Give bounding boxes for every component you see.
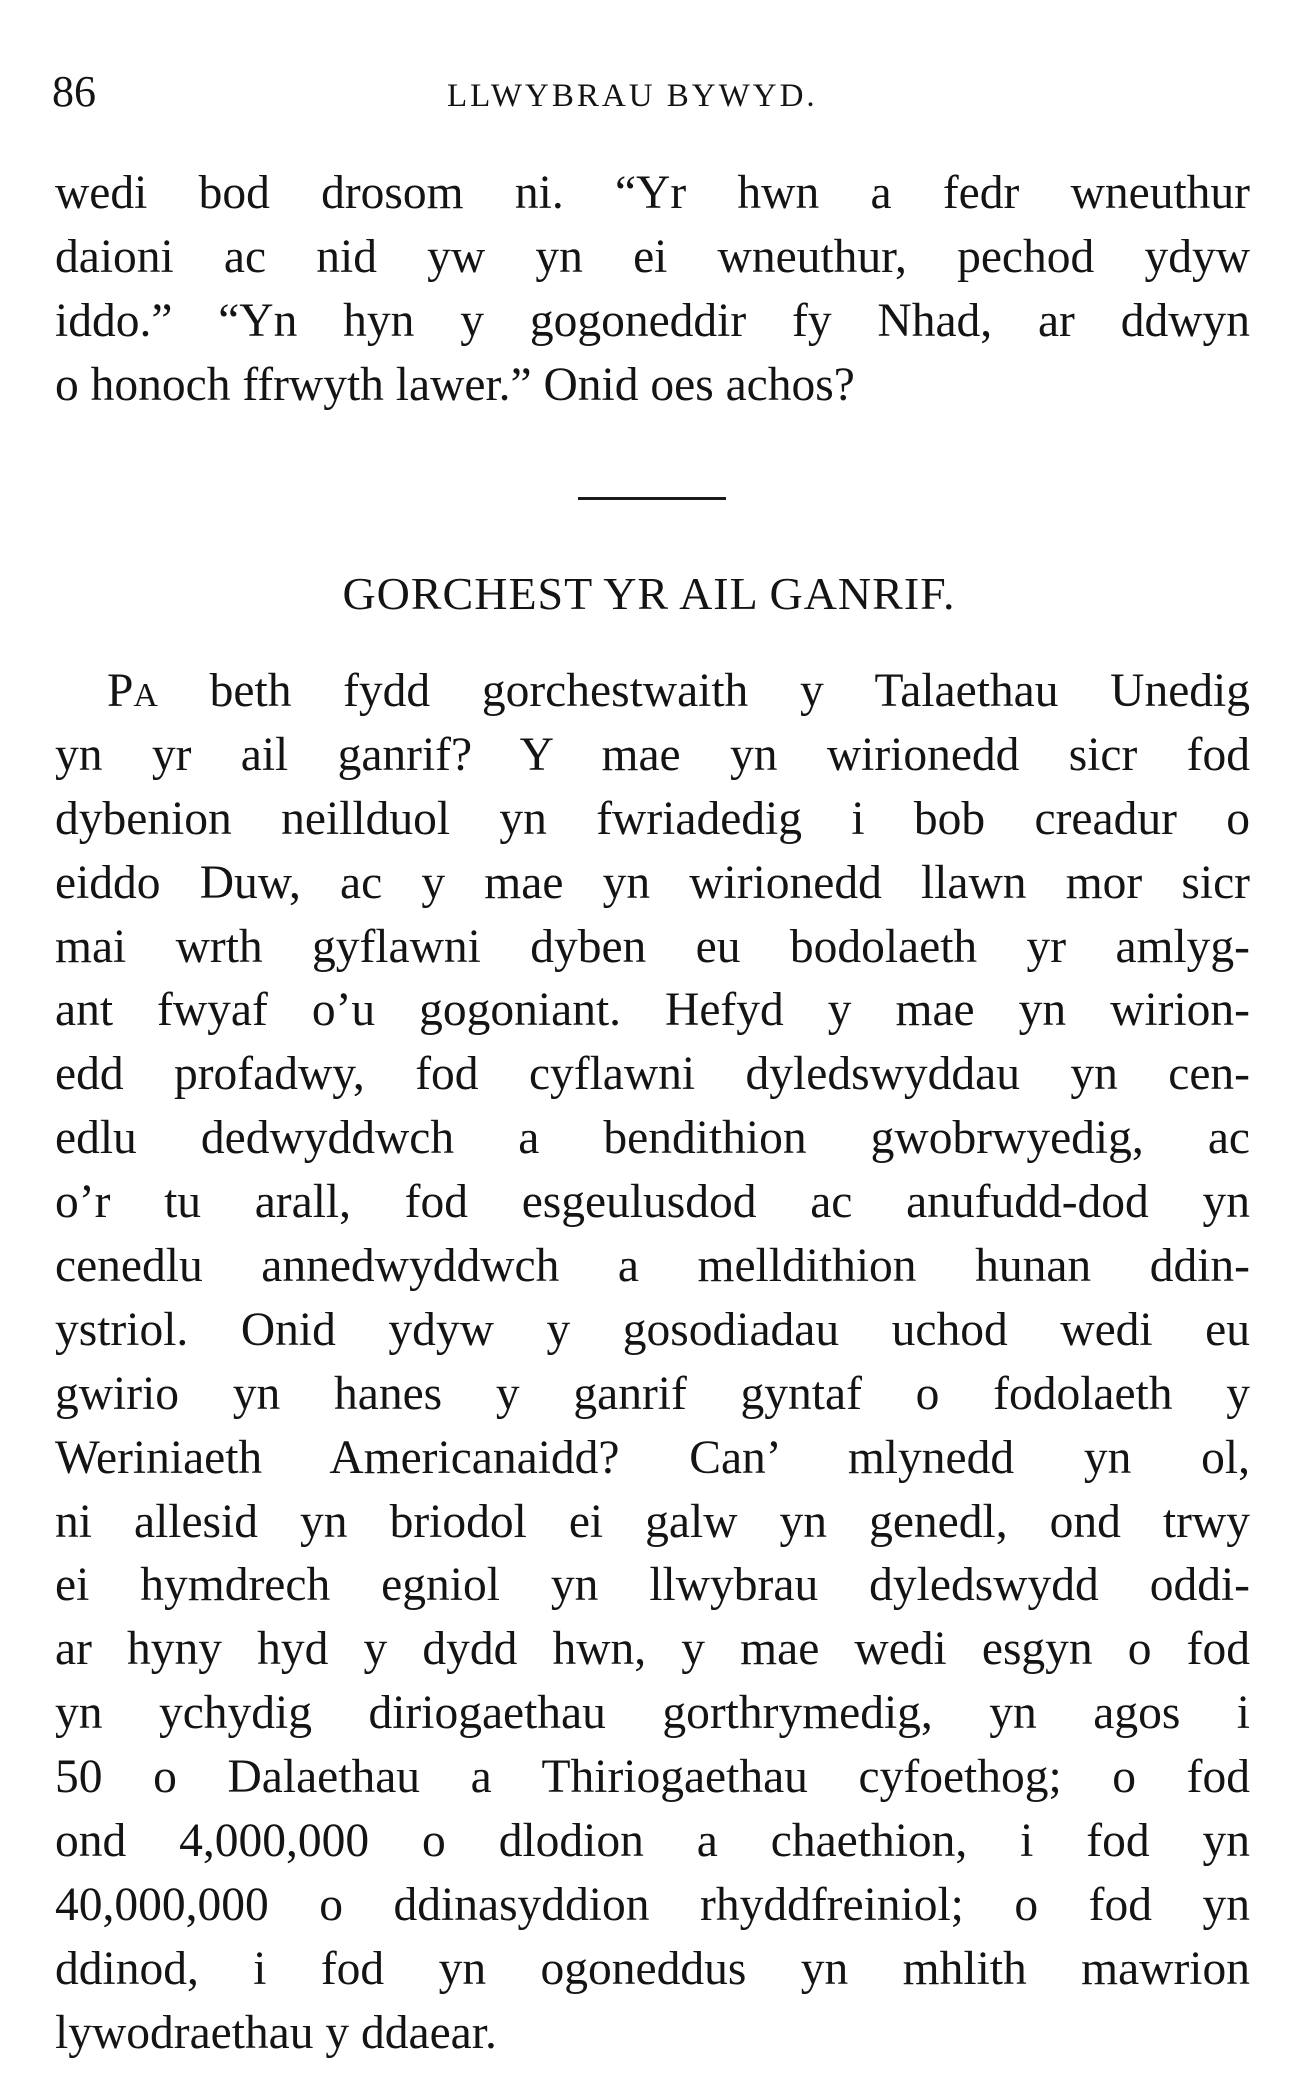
text-line: gwirio yn hanes y ganrif gyntaf o fodolaeth y [55, 1367, 1250, 1420]
text-line: edd profadwy, fod cyflawni dyledswyddau yn cen- [55, 1048, 1250, 1101]
text-line: daioni ac nid yw yn ei wneuthur, pechod ydyw [55, 230, 1250, 283]
text-line: cenedlu annedwyddwch a melldithion hunan ddin- [55, 1240, 1250, 1293]
text-line: o’r tu arall, fod esgeulusdod ac anufudd-dod yn [55, 1176, 1250, 1229]
text-line: 50 o Dalaethau a Thiriogaethau cyfoethog; o fod [55, 1751, 1250, 1804]
initial-smallcap: A [133, 677, 158, 714]
section-paragraph [55, 660, 1250, 2066]
text-line: dybenion neillduol yn fwriadedig i bob creadur o [55, 792, 1250, 845]
text-line: lywodraethau y ddaear. [55, 2006, 497, 2059]
text-line: 40,000,000 o ddinasyddion rhyddfreiniol; o fod yn [55, 1878, 1250, 1931]
text-line: Weriniaeth Americanaidd? Can’ mlynedd yn ol, [55, 1431, 1250, 1484]
running-title: LLWYBRAU BYWYD. [447, 78, 818, 114]
text-line: edlu dedwyddwch a bendithion gwobrwyedig, ac [55, 1112, 1250, 1165]
text-line: o honoch ffrwyth lawer.” Onid oes achos? [55, 358, 855, 411]
text-line: eiddo Duw, ac y mae yn wirionedd llawn mor sicr [55, 856, 1250, 909]
section-divider [578, 497, 726, 500]
text-line: iddo.” “Yn hyn y gogoneddir fy Nhad, ar ddwyn [55, 294, 1250, 347]
text-line: yn yr ail ganrif? Y mae yn wirionedd sicr fod [55, 728, 1250, 781]
text-line: ystriol. Onid ydyw y gosodiadau uchod wedi eu [55, 1303, 1250, 1356]
text-line-first [55, 660, 1250, 724]
text-line: ddinod, i fod yn ogoneddus yn mhlith mawrion [55, 1942, 1250, 1995]
first-line-text: beth fydd gorchestwaith y Talaethau Unedig [157, 665, 1250, 717]
text-line: ni allesid yn briodol ei galw yn genedl, ond trwy [55, 1495, 1250, 1548]
section-heading: GORCHEST YR AIL GANRIF. [342, 568, 956, 619]
text-line: ei hymdrech egniol yn llwybrau dyledswydd oddi- [55, 1559, 1250, 1612]
text-line: ond 4,000,000 o dlodion a chaethion, i fod yn [55, 1815, 1250, 1868]
text-line: yn ychydig diriogaethau gorthrymedig, yn agos i [55, 1687, 1250, 1740]
initial-capital: P [107, 665, 134, 717]
text-line: ant fwyaf o’u gogoniant. Hefyd y mae yn wirion- [55, 984, 1250, 1037]
text-line: mai wrth gyflawni dyben eu bodolaeth yr amlyg- [55, 920, 1250, 973]
running-head [52, 62, 1252, 122]
text-line: ar hyny hyd y dydd hwn, y mae wedi esgyn o fod [55, 1623, 1250, 1676]
intro-paragraph [55, 162, 1250, 418]
page-number: 86 [52, 67, 96, 116]
text-line: wedi bod drosom ni. “Yr hwn a fedr wneuthur [55, 167, 1250, 219]
